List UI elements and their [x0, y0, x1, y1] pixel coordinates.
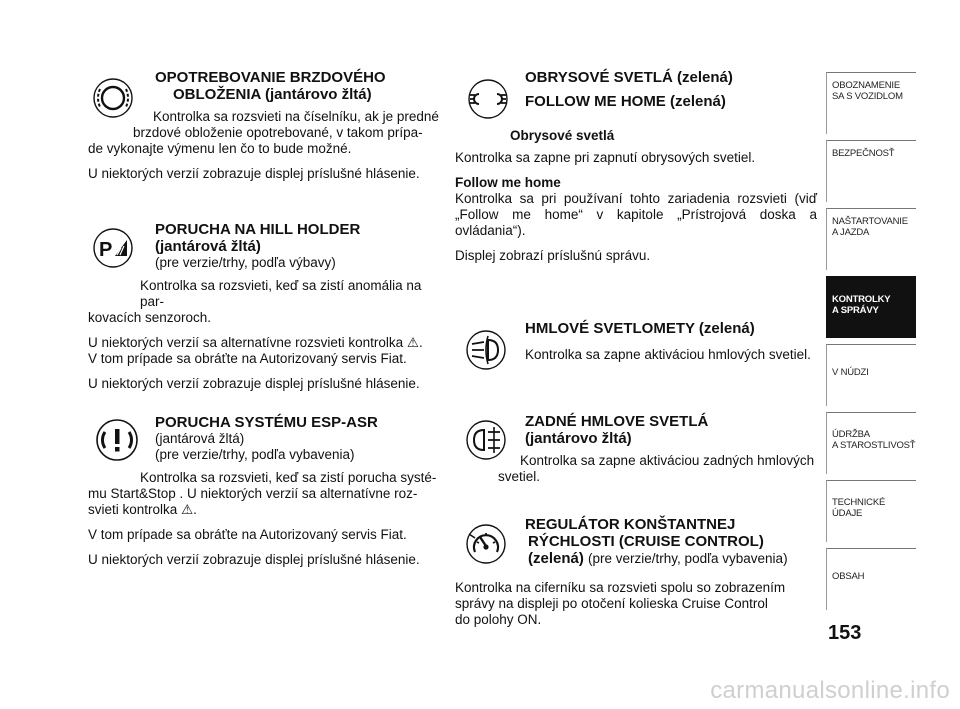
esp-variant: (pre verzie/trhy, podľa vybavenia) [155, 447, 355, 462]
esp-color: (jantárová žltá) [155, 431, 245, 446]
cruise-title-2: RÝCHLOSTI (CRUISE CONTROL) [528, 533, 764, 550]
brake-text-3: de vykonajte výmenu len čo to bude možné. [88, 141, 352, 156]
front-fog-icon [464, 328, 508, 372]
rearfog-text-2: svetiel. [498, 469, 541, 484]
tab-technicke[interactable]: TECHNICKÉ ÚDAJE [826, 480, 916, 542]
hill-color: (jantárová žltá) [155, 238, 261, 255]
brake-text-1: Kontrolka sa rozsvieti na číselníku, ak je predné [153, 109, 439, 124]
tab-obsah[interactable]: OBSAH [826, 548, 916, 610]
rearfog-text-1: Kontrolka sa zapne aktiváciou zadných hmlových [520, 453, 815, 468]
follow-title: FOLLOW ME HOME [525, 93, 666, 110]
esp-fault-icon [95, 418, 139, 462]
tab-udrzba[interactable]: ÚDRŽBA A STAROSTLIVOSŤ [826, 412, 916, 474]
svg-text:P: P [99, 239, 113, 261]
fog-title: HMLOVÉ SVETLOMETY [525, 320, 695, 337]
manual-page: OPOTREBOVANIE BRZDOVÉHO OBLOŽENIA (jantárovo žltá) Kontrolka sa rozsvieti na číselníku, ak je predné brzdové obloženie opotrebované, v takom prípa- de vykonajte výmenu len čo to bude možné. U niektorých verzií zobrazuje displej príslušné hlásenie. P PORUCHA NA HILL HOLDER (jantárová žltá) (pre verzie/trhy, podľa výbavy) Kontrolka sa rozsvieti, keď sa zistí anomália na par- kovacích senzoroch. U niektorých verzií sa alternatívne rozsvieti kontrolka ⚠. V tom prípade sa obráťte na Autorizovaný servis Fiat. U niektorých verzií zobrazuje displej príslušné hlásenie. PORUCHA SYSTÉMU ESP-ASR (jantárová žltá) (pre verzie/trhy, podľa vybavenia) Kontrolka sa rozsvieti, keď sa zistí porucha systé- mu Start&Stop . U niektorých verzií sa alternatívne roz- svieti kontrolka ⚠. V tom prípade sa obráťte na Autorizovaný servis Fiat. U niektorých verzií zobrazuje displej príslušné hlásenie. OBRYSOVÉ SVETLÁ (zelená) FOLLOW ME HOME (zelená) Obrysové svetlá Kontrolka sa zapne pri zapnutí obrysových svetiel. Follow me home Kontrolka sa pri používaní tohto zariadenia rozsvieti (viď „Follow me home“ v kapitole „Prístrojová doska a ovládania“). Displej zobrazí príslušnú správu. HMLOVÉ SVETLOMETY (zelená) Kontrolka sa zapne aktiváciou hmlových svetiel. ZADNÉ HMLOVE SVETLÁ (jantárovo žltá) Kontrolka sa zapne aktiváciou zadných hmlových svetiel. REGULÁTOR KONŠTANTNEJ RÝCHLOSTI (CRUISE CONTROL) (zelená) (pre verzie/trhy, podľa vybavenia) Kontrolka na ciferníku sa rozsvieti spolu so zobrazením správy na displeji po otočení kolieska Cruise Control do polohy ON. OBOZNAMENIE SA S VOZIDLOM BEZPEČNOSŤ NAŠTARTOVANIE A JAZDA KONTROLKY A SPRÁVY V NÚDZI ÚDRŽBA A STAROSTLIVOSŤ TECHNICKÉ ÚDAJE OBSAH 153 carmanualsonline.info [88, 69, 950, 704]
follow-color: (zelená) [670, 93, 726, 110]
position-color: (zelená) [676, 69, 733, 86]
hill-text-3: U niektorých verzií sa alternatívne rozsvieti kontrolka [88, 335, 404, 350]
hill-variant: (pre verzie/trhy, podľa výbavy) [155, 255, 336, 270]
hill-title: PORUCHA NA HILL HOLDER [155, 221, 361, 238]
position-text-1: Kontrolka sa zapne pri zapnutí obrysových svetiel. [455, 150, 756, 165]
tab-nastartovanie[interactable]: NAŠTARTOVANIE A JAZDA [826, 208, 916, 270]
hill-text-2: kovacích senzoroch. [88, 310, 212, 325]
esp-text-3: svieti kontrolka [88, 502, 178, 517]
page-number: 153 [828, 622, 862, 644]
tab-oboznamenie[interactable]: OBOZNAMENIE SA S VOZIDLOM [826, 72, 916, 134]
cruise-color: (zelená) [528, 550, 584, 567]
cruise-text-3: do polohy ON. [455, 612, 542, 627]
position-lights-icon [466, 77, 510, 121]
fog-color: (zelená) [698, 320, 755, 337]
rearfog-title: ZADNÉ HMLOVE SVETLÁ [525, 413, 709, 430]
esp-title: PORUCHA SYSTÉMU ESP-ASR [155, 414, 378, 431]
position-title: OBRYSOVÉ SVETLÁ [525, 69, 673, 86]
cruise-text-1: Kontrolka na ciferníku sa rozsvieti spolu so zobrazením [455, 580, 786, 595]
cruise-text-2: správy na displeji po otočení kolieska Cruise Control [455, 596, 768, 611]
tab-bezpecnost[interactable]: BEZPEČNOSŤ [826, 140, 916, 202]
hill-holder-icon [91, 226, 135, 270]
brake-text-4: U niektorých verzií zobrazuje displej príslušné hlásenie. [88, 166, 420, 181]
tab-kontrolky[interactable]: KONTROLKY A SPRÁVY [826, 276, 916, 338]
brake-text-2: brzdové obloženie opotrebované, v takom prípa- [133, 125, 423, 140]
esp-text-5: U niektorých verzií zobrazuje displej príslušné hlásenie. [88, 552, 420, 567]
watermark: carmanualsonline.info [710, 677, 950, 704]
hill-text-1: Kontrolka sa rozsvieti, keď sa zistí anomália na par- [140, 278, 422, 309]
rearfog-color: (jantárovo žltá) [525, 430, 632, 447]
warning-triangle-icon: ⚠ [406, 335, 420, 350]
brake-title-2: OBLOŽENIA [173, 86, 261, 103]
esp-text-4: V tom prípade sa obráťte na Autorizovaný servis Fiat. [88, 527, 407, 542]
position-text-2: Kontrolka sa pri používaní tohto zariadenia rozsvieti (viď „Follow me home“ v kapitole „Prístrojová doska a ovládania“). [455, 191, 817, 238]
brake-color: (jantárovo žltá) [264, 86, 372, 103]
cruise-variant: (pre verzie/trhy, podľa vybavenia) [588, 551, 788, 566]
position-text-3: Displej zobrazí príslušnú správu. [455, 248, 651, 263]
tab-v-nudzi[interactable]: V NÚDZI [826, 344, 916, 406]
cruise-title: REGULÁTOR KONŠTANTNEJ [525, 516, 736, 533]
esp-text-1: Kontrolka sa rozsvieti, keď sa zistí porucha systé- [140, 470, 437, 485]
warning-triangle-icon: ⚠ [181, 502, 194, 517]
fog-text-1: Kontrolka sa zapne aktiváciou hmlových svetiel. [525, 347, 811, 362]
position-sub-1: Obrysové svetlá [510, 128, 615, 143]
hill-text-4: V tom prípade sa obráťte na Autorizovaný servis Fiat. [88, 351, 407, 366]
hill-text-5: U niektorých verzií zobrazuje displej príslušné hlásenie. [88, 376, 420, 391]
cruise-control-icon [464, 522, 508, 566]
esp-text-2: mu Start&Stop . U niektorých verzií sa alternatívne roz- [88, 486, 418, 501]
brake-title: OPOTREBOVANIE BRZDOVÉHO [155, 69, 386, 86]
position-sub-2: Follow me home [455, 175, 561, 190]
chapter-tabs [826, 72, 916, 616]
